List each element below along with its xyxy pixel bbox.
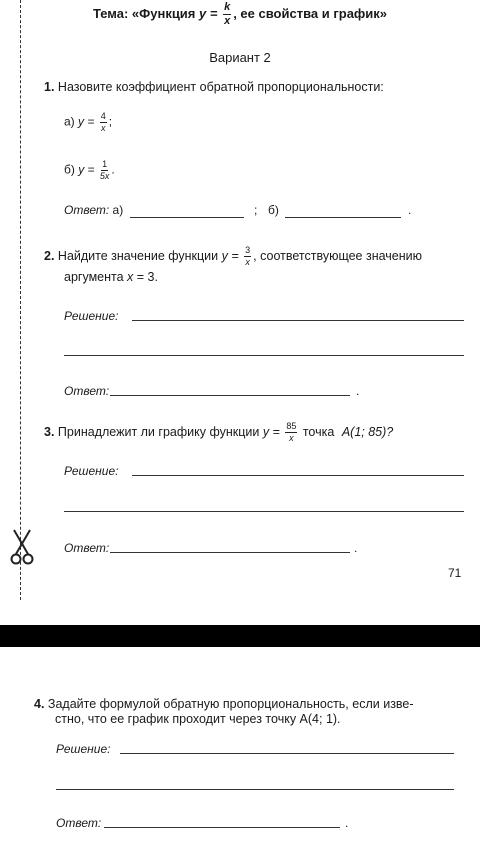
q3-end-dot: . bbox=[354, 541, 358, 555]
page-title bbox=[0, 2, 480, 27]
title-y: y = bbox=[199, 5, 218, 21]
q1-b-num: 1 bbox=[102, 159, 108, 169]
q3-fraction bbox=[285, 422, 297, 443]
q1-b-label: б) bbox=[64, 162, 75, 177]
q2-fraction bbox=[244, 246, 251, 267]
q1-a-punct: ; bbox=[108, 114, 113, 129]
q2-solution-label: Решение: bbox=[64, 309, 119, 323]
q3-solution-line-1[interactable] bbox=[132, 475, 464, 476]
q1-answer-a-line[interactable] bbox=[130, 217, 244, 218]
q4-answer-label: Ответ: bbox=[56, 816, 102, 830]
q4-solution-line-2[interactable] bbox=[56, 789, 454, 790]
q3-text-mid: точка bbox=[302, 424, 335, 439]
question-1-text bbox=[44, 80, 384, 94]
q3-point: A(1; 85)? bbox=[341, 424, 394, 439]
q2-line2-x: x bbox=[127, 270, 134, 284]
q4-end-dot: . bbox=[345, 816, 349, 830]
q2-line2-before: аргумента bbox=[64, 270, 124, 284]
q3-text-before: Принадлежит ли графику функции bbox=[57, 424, 260, 439]
q4-line-1: Задайте формулой обратную пропорциональность, если изве- bbox=[47, 697, 414, 711]
q1-item-a bbox=[64, 112, 112, 133]
q4-solution-line-1[interactable] bbox=[120, 753, 454, 754]
title-suffix: , ее свойства и график» bbox=[233, 5, 388, 21]
q1-a-num: 4 bbox=[100, 111, 106, 121]
question-4-number: 4. bbox=[34, 697, 45, 711]
q2-y: y = bbox=[221, 248, 239, 263]
variant-label: Вариант 2 bbox=[209, 50, 271, 65]
q2-line2-after: = 3. bbox=[136, 270, 158, 284]
question-1-number: 1. bbox=[44, 80, 55, 94]
q1-answer-b-line[interactable] bbox=[285, 217, 401, 218]
question-2-text bbox=[44, 246, 422, 267]
q4-solution-label: Решение: bbox=[56, 742, 111, 756]
q2-frac-den: x bbox=[245, 257, 250, 267]
title-frac-den: x bbox=[224, 15, 231, 27]
q1-answer-label: Ответ: bbox=[64, 203, 110, 217]
q1-sep: ; bbox=[254, 203, 258, 217]
cut-line bbox=[20, 0, 21, 600]
q1-b-y: y = bbox=[78, 162, 95, 177]
q1-b-den: 5x bbox=[99, 171, 110, 181]
question-1-prompt: Назовите коэффициент обратной пропорциональности: bbox=[57, 80, 384, 94]
q1-a-y: y = bbox=[78, 114, 95, 129]
question-4-text bbox=[34, 697, 414, 711]
q1-answer-a-label: а) bbox=[112, 203, 124, 217]
question-4-line-2: стно, что ее график проходит через точку A(4; 1). bbox=[55, 712, 341, 726]
question-3-text bbox=[44, 422, 393, 443]
q1-b-fraction bbox=[100, 160, 110, 181]
q1-b-punct: . bbox=[111, 162, 115, 177]
question-2-line-2 bbox=[64, 270, 158, 284]
q1-a-den: x bbox=[100, 123, 106, 133]
title-prefix: Тема: «Функция bbox=[92, 5, 196, 21]
q3-solution-line-2[interactable] bbox=[64, 511, 464, 512]
q3-frac-den: x bbox=[289, 433, 294, 443]
title-fraction bbox=[223, 2, 231, 27]
q1-a-fraction bbox=[100, 112, 107, 133]
q1-answer-row bbox=[64, 203, 123, 217]
q3-answer-line[interactable] bbox=[110, 552, 350, 553]
scissors-icon bbox=[10, 528, 34, 573]
q1-a-label: а) bbox=[64, 114, 75, 129]
q4-answer-line[interactable] bbox=[104, 827, 340, 828]
q2-answer-label: Ответ: bbox=[64, 384, 110, 398]
q3-solution-label: Решение: bbox=[64, 464, 119, 478]
q1-item-b bbox=[64, 160, 115, 181]
q2-text-after: , соответствующее значению bbox=[253, 248, 423, 263]
page-number: 71 bbox=[448, 566, 462, 580]
q1-answer-b-label: б) bbox=[268, 203, 279, 217]
q3-answer-label: Ответ: bbox=[64, 541, 110, 555]
q3-y: y = bbox=[262, 424, 280, 439]
q2-text-before: Найдите значение функции bbox=[57, 248, 219, 263]
page-divider bbox=[0, 625, 480, 647]
q2-solution-line-1[interactable] bbox=[132, 320, 464, 321]
question-3-number: 3. bbox=[44, 424, 55, 439]
q2-answer-line[interactable] bbox=[110, 395, 350, 396]
q3-frac-num: 85 bbox=[286, 421, 297, 431]
q2-end-dot: . bbox=[356, 384, 360, 398]
title-frac-num: k bbox=[224, 1, 231, 13]
q2-solution-line-2[interactable] bbox=[64, 355, 464, 356]
q2-frac-num: 3 bbox=[245, 245, 251, 255]
question-2-number: 2. bbox=[44, 248, 55, 263]
q1-end-dot: . bbox=[408, 203, 412, 217]
